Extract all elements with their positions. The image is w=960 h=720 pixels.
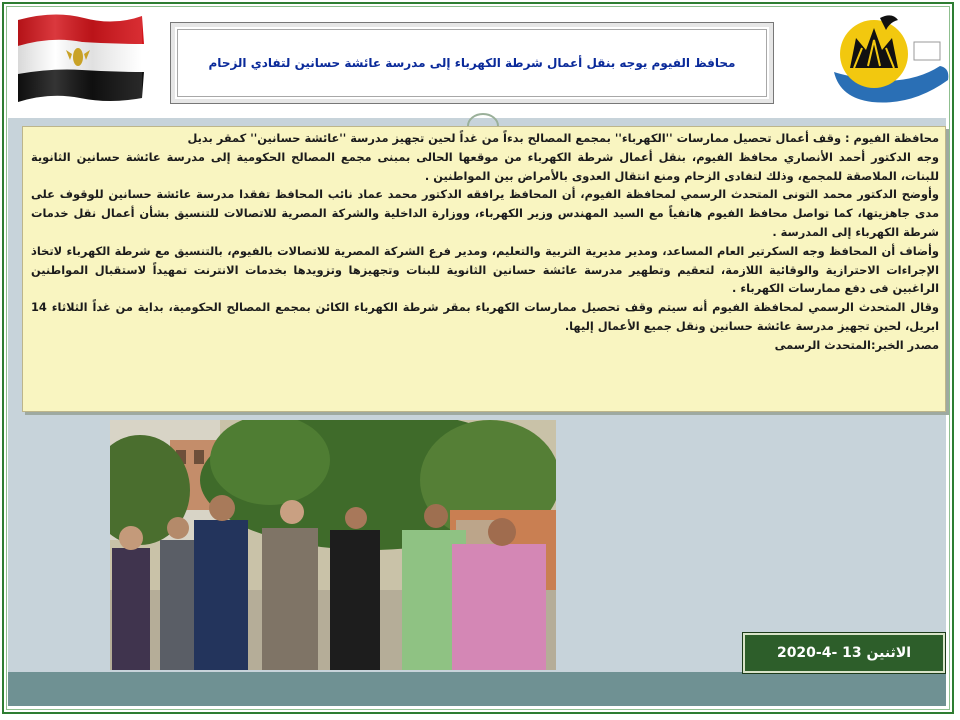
egypt-flag-image	[14, 10, 146, 104]
date-text: الاثنين 13 -4-2020	[776, 645, 912, 661]
article-paragraph: وأوضح الدكتور محمد التونى المتحدث الرسمي لمحافظة الفيوم، أن المحافظ يرافقه الدكتور محمد عماد نائب المحافظ تفقدا مدرسة عائشة حسانين للوقوف على مدى جاهزيتها، كما تواصل محافظ الفيوم هاتفياً مع السيد المهندس وزير الكهرباء، ووزارة الداخلية والشركة المصرية للاتصالات للتنسيق بشأن أعمال نقل خدمات شرطة الكهرباء إلى المدرسة .	[31, 187, 939, 239]
headline-text: محافظ الفيوم يوجه بنقل أعمال شرطة الكهرباء إلى مدرسة عائشة حسانين لتفادي الزحام	[208, 56, 736, 70]
article-paragraph: وأضاف أن المحافظ وجه السكرتير العام المساعد، ومدير مديرية التربية والتعليم، ومدير فرع الشركة المصرية للاتصالات بالفيوم، بالتنسيق مع شرطة الكهرباء لاتخاذ الإجراءات الاحترازية والوقائية اللازمة، لتعقيم وتطهير مدرسة عائشة حسانين الثانوية للبنات وتجهيزها وتزويدها بخدمات الانترنت تمهيداً لاستقبال المواطنين الراغبين فى دفع ممارسات الكهرباء .	[31, 243, 939, 296]
article-body	[22, 126, 946, 412]
fayoum-governorate-logo	[832, 10, 952, 106]
article-source: مصدر الخبر:المتحدث الرسمى	[774, 337, 939, 352]
governor-visit-photo	[110, 420, 556, 670]
article-paragraph: وجه الدكتور أحمد الأنصاري محافظ الفيوم، بنقل أعمال شرطة الكهرباء من موقعها الحالى بمبنى مجمع المصالح الحكومية إلى مدرسة عائشة حسانين الثانوية للبنات، الملاصقة للمجمع، وذلك لتفادى الزحام ومنع انتقال العدوى بالأمراض بين المواطنين .	[31, 149, 939, 183]
article-paragraph: محافظة الفيوم : وقف أعمال تحصيل ممارسات ''الكهرباء'' بمجمع المصالح بدءاً من غداً لحين تجهيز مدرسة ''عائشة حسانين'' كمقر بديل	[187, 131, 939, 145]
date-badge	[743, 633, 945, 673]
headline-banner	[170, 22, 774, 104]
article-paragraph: وقال المتحدث الرسمي لمحافظة الفيوم أنه سيتم وقف تحصيل ممارسات الكهرباء بمقر شرطة الكهرباء الكائن بمجمع المصالح الحكومية، بداية من غداً الثلاثاء 14 ابريل، لحين تجهيز مدرسة عائشة حسانين ونقل جميع الأعمال إليها.	[31, 300, 939, 333]
headline-banner-inner	[177, 29, 767, 97]
footer-band	[8, 672, 946, 706]
